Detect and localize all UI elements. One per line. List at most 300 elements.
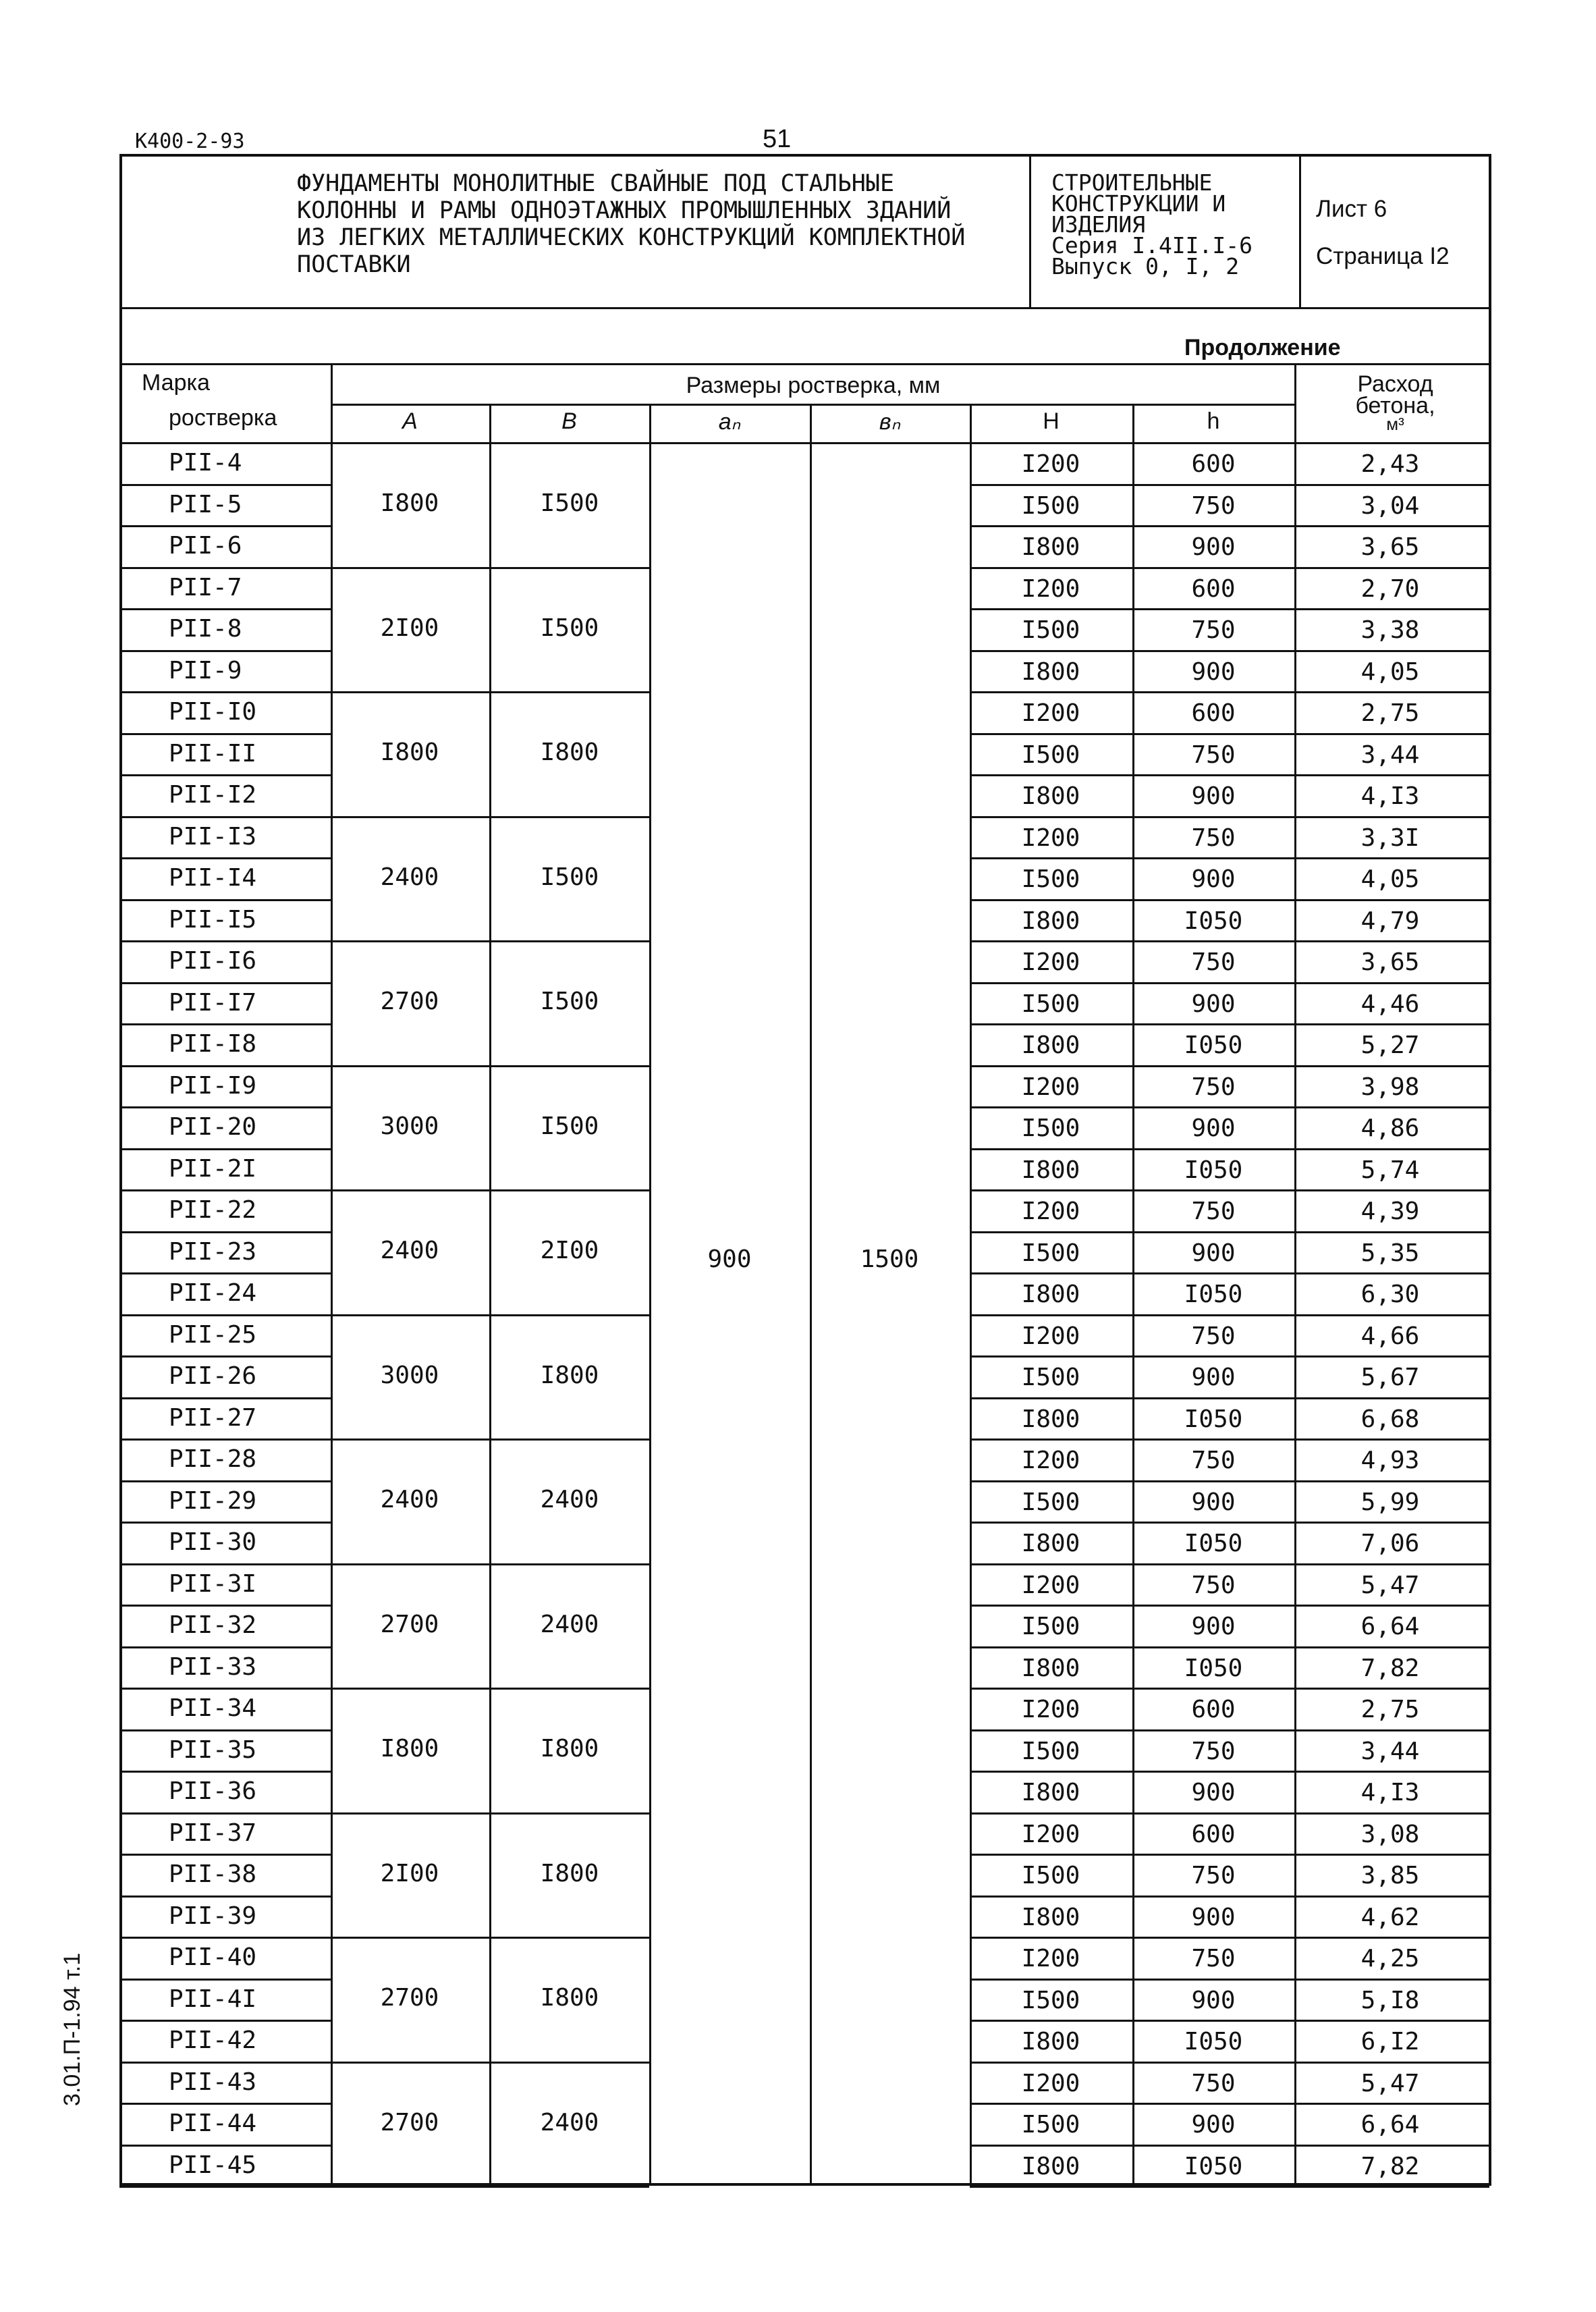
row-H: I500 xyxy=(1021,741,1080,769)
row-mark: PII-I5 xyxy=(169,905,257,934)
row-mark: PII-39 xyxy=(169,1902,257,1930)
row-mark: PII-4 xyxy=(169,449,242,477)
title-line: ФУНДАМЕНТЫ МОНОЛИТНЫЕ СВАЙНЫЕ ПОД СТАЛЬНЫЕ xyxy=(297,170,895,197)
mark-line xyxy=(119,1480,331,1482)
mark-line xyxy=(119,1812,331,1814)
row-mark: PII-I0 xyxy=(169,698,257,726)
group-B: 2400 xyxy=(540,2108,599,2136)
row-h: 750 xyxy=(1191,616,1236,644)
row-volume: 3,44 xyxy=(1360,741,1420,769)
col-line-an xyxy=(810,404,812,2186)
row-mark: PII-5 xyxy=(169,490,242,518)
row-line xyxy=(970,940,1489,942)
row-mark: PII-36 xyxy=(169,1777,257,1805)
mark-line xyxy=(119,899,331,901)
title-line: ИЗ ЛЕГКИХ МЕТАЛЛИЧЕСКИХ КОНСТРУКЦИЙ КОМПЛЕКТНОЙ xyxy=(297,224,966,251)
group-line xyxy=(331,567,649,569)
group-B: 2400 xyxy=(540,1486,599,1514)
group-A: 2I00 xyxy=(380,614,439,642)
row-volume: 5,99 xyxy=(1360,1488,1420,1516)
row-volume: 3,04 xyxy=(1360,491,1420,520)
series-info xyxy=(1051,169,1253,279)
row-H: I800 xyxy=(1021,1156,1080,1184)
row-H: I200 xyxy=(1021,450,1080,478)
row-line xyxy=(970,1439,1489,1441)
row-volume: 3,65 xyxy=(1360,948,1420,976)
row-h: 900 xyxy=(1191,1114,1236,1142)
group-A: 2700 xyxy=(380,1984,439,2012)
mark-line xyxy=(119,1148,331,1150)
row-line xyxy=(970,2103,1489,2105)
mark-line xyxy=(119,1854,331,1856)
row-volume: 4,86 xyxy=(1360,1114,1420,1142)
row-mark: PII-I3 xyxy=(169,822,257,851)
row-H: I800 xyxy=(1021,1779,1080,1806)
table-header-bottom-line xyxy=(119,442,1491,444)
row-mark: PII-27 xyxy=(169,1403,257,1432)
row-line xyxy=(970,816,1489,818)
row-h: 750 xyxy=(1191,1447,1236,1474)
row-mark: PII-42 xyxy=(169,2026,257,2054)
row-mark: PII-30 xyxy=(169,1528,257,1556)
mark-line xyxy=(119,567,331,569)
row-H: I800 xyxy=(1021,2152,1080,2180)
title-divider-1 xyxy=(1029,154,1031,309)
row-line xyxy=(970,1397,1489,1399)
row-h: 750 xyxy=(1191,2069,1236,2097)
row-line xyxy=(970,1106,1489,1108)
group-B: I800 xyxy=(540,1984,599,2012)
row-volume: 4,I3 xyxy=(1360,1779,1420,1806)
row-h: 600 xyxy=(1191,699,1236,727)
group-line xyxy=(331,1812,649,1814)
group-line xyxy=(331,1439,649,1441)
group-line xyxy=(331,940,649,942)
row-h: 900 xyxy=(1191,1364,1236,1391)
row-H: I500 xyxy=(1021,2111,1080,2139)
group-line xyxy=(331,1189,649,1191)
group-B: I800 xyxy=(540,1735,599,1763)
mark-line xyxy=(119,940,331,942)
group-B: I500 xyxy=(540,988,599,1016)
row-h: 750 xyxy=(1191,741,1236,769)
mark-line xyxy=(119,1314,331,1316)
group-A: 2400 xyxy=(380,1237,439,1265)
row-H: I800 xyxy=(1021,1405,1080,1433)
group-line xyxy=(331,1065,649,1067)
row-h: 900 xyxy=(1191,1903,1236,1931)
row-line xyxy=(970,2020,1489,2022)
group-B: I500 xyxy=(540,863,599,891)
row-volume: 7,82 xyxy=(1360,1654,1420,1682)
row-H: I200 xyxy=(1021,1571,1080,1599)
row-H: I500 xyxy=(1021,1862,1080,1889)
title-line: ПОСТАВКИ xyxy=(297,251,411,278)
row-line xyxy=(970,691,1489,693)
mark-line xyxy=(119,1522,331,1524)
row-line xyxy=(970,857,1489,859)
mark-line xyxy=(119,1272,331,1274)
header-mark-1: Марка xyxy=(142,370,211,396)
mark-line xyxy=(119,2062,331,2064)
row-line xyxy=(970,1771,1489,1773)
row-volume: 5,47 xyxy=(1360,2069,1420,2097)
row-line xyxy=(970,899,1489,901)
row-line xyxy=(970,1896,1489,1898)
col-line-h xyxy=(1294,363,1296,2186)
row-H: I200 xyxy=(1021,1945,1080,1972)
row-line xyxy=(970,608,1489,610)
row-line xyxy=(970,982,1489,984)
row-h: 900 xyxy=(1191,2111,1236,2139)
row-mark: PII-I7 xyxy=(169,988,257,1017)
mark-line xyxy=(119,2103,331,2105)
row-H: I200 xyxy=(1021,1820,1080,1848)
group-line xyxy=(331,691,649,693)
row-h: I050 xyxy=(1184,1281,1243,1308)
row-H: I200 xyxy=(1021,1696,1080,1723)
mark-line xyxy=(119,608,331,610)
row-line xyxy=(970,2145,1489,2147)
col-line-a xyxy=(489,404,491,2186)
page-label: Страница I2 xyxy=(1316,243,1450,269)
row-mark: PII-7 xyxy=(169,573,242,601)
row-mark: PII-I4 xyxy=(169,864,257,892)
continuation-label: Продолжение xyxy=(1184,335,1341,360)
mark-line xyxy=(119,1439,331,1441)
mark-line xyxy=(119,1065,331,1067)
row-volume: 6,64 xyxy=(1360,2111,1420,2139)
row-volume: 5,67 xyxy=(1360,1364,1420,1391)
row-h: 600 xyxy=(1191,1696,1236,1723)
title-divider-2 xyxy=(1299,154,1301,309)
row-H: I500 xyxy=(1021,865,1080,893)
row-volume: 4,62 xyxy=(1360,1903,1420,1931)
header-concrete xyxy=(1299,371,1491,434)
row-line xyxy=(970,774,1489,776)
row-volume: 3,98 xyxy=(1360,1073,1420,1101)
row-h: 900 xyxy=(1191,1779,1236,1806)
row-volume: 3,85 xyxy=(1360,1862,1420,1889)
mark-line xyxy=(119,484,331,486)
row-line xyxy=(970,1065,1489,1067)
row-H: I200 xyxy=(1021,824,1080,852)
series-line: Выпуск 0, I, 2 xyxy=(1051,253,1240,279)
row-H: I800 xyxy=(1021,1530,1080,1557)
row-h: I050 xyxy=(1184,1405,1243,1433)
mark-line xyxy=(119,2020,331,2022)
header-h: h xyxy=(1207,408,1220,434)
row-H: I500 xyxy=(1021,1239,1080,1267)
row-H: I500 xyxy=(1021,1986,1080,2014)
row-mark: PII-I9 xyxy=(169,1071,257,1100)
row-h: I050 xyxy=(1184,1156,1243,1184)
row-line xyxy=(970,733,1489,735)
row-mark: PII-32 xyxy=(169,1611,257,1639)
group-line xyxy=(331,2186,649,2188)
row-line xyxy=(970,1729,1489,1731)
row-h: I050 xyxy=(1184,2028,1243,2055)
row-h: 900 xyxy=(1191,657,1236,686)
mark-line xyxy=(119,1106,331,1108)
col-line-b xyxy=(649,404,651,2186)
row-mark: PII-34 xyxy=(169,1694,257,1722)
group-A: 2700 xyxy=(380,2108,439,2136)
row-mark: PII-I8 xyxy=(169,1030,257,1058)
group-B: I500 xyxy=(540,1112,599,1140)
row-h: 900 xyxy=(1191,865,1236,893)
row-h: 900 xyxy=(1191,1488,1236,1516)
row-H: I200 xyxy=(1021,1198,1080,1225)
title-block-bottom-line xyxy=(119,307,1491,309)
row-mark: PII-I2 xyxy=(169,781,257,809)
row-volume: 2,70 xyxy=(1360,574,1420,603)
row-H: I800 xyxy=(1021,2028,1080,2055)
row-mark: PII-9 xyxy=(169,656,242,684)
side-stamp: 3.01.П-1.94 т.1 xyxy=(59,1952,85,2106)
mark-line xyxy=(119,650,331,652)
group-A: I800 xyxy=(380,489,439,518)
group-A: I800 xyxy=(380,738,439,767)
row-mark: PII-28 xyxy=(169,1445,257,1473)
header-mark-2: ростверка xyxy=(169,405,277,431)
mark-line xyxy=(119,857,331,859)
row-H: I800 xyxy=(1021,533,1080,561)
row-mark: PII-33 xyxy=(169,1652,257,1681)
row-line xyxy=(970,1605,1489,1607)
group-B: I500 xyxy=(540,489,599,518)
row-mark: PII-38 xyxy=(169,1860,257,1888)
row-H: I800 xyxy=(1021,1281,1080,1308)
group-A: 2400 xyxy=(380,863,439,891)
row-h: 750 xyxy=(1191,1862,1236,1889)
group-B: 2400 xyxy=(540,1610,599,1638)
mark-line xyxy=(119,774,331,776)
an-value: 900 xyxy=(707,1245,752,1273)
group-A: 2I00 xyxy=(380,1859,439,1887)
mark-line xyxy=(119,1688,331,1690)
row-volume: 4,I3 xyxy=(1360,782,1420,810)
row-H: I800 xyxy=(1021,782,1080,810)
row-line xyxy=(970,1189,1489,1191)
row-mark: PII-4I xyxy=(169,1985,257,2013)
series-line: СТРОИТЕЛЬНЫЕ xyxy=(1051,169,1213,196)
series-line: Серия I.4II.I-6 xyxy=(1051,232,1253,259)
row-H: I200 xyxy=(1021,1447,1080,1474)
group-line xyxy=(331,1563,649,1565)
row-volume: 3,65 xyxy=(1360,533,1420,561)
row-mark: PII-43 xyxy=(169,2068,257,2096)
group-B: I500 xyxy=(540,614,599,642)
row-H: I200 xyxy=(1021,1322,1080,1350)
group-B: I800 xyxy=(540,738,599,767)
group-line xyxy=(331,816,649,818)
mark-line xyxy=(119,691,331,693)
row-h: I050 xyxy=(1184,907,1243,935)
row-H: I200 xyxy=(1021,2069,1080,2097)
row-h: 600 xyxy=(1191,574,1236,603)
row-h: I050 xyxy=(1184,2152,1243,2180)
row-line xyxy=(970,1522,1489,1524)
document-code: К400-2-93 xyxy=(135,130,245,153)
mark-line xyxy=(119,1189,331,1191)
mark-line xyxy=(119,982,331,984)
row-h: 750 xyxy=(1191,824,1236,852)
group-line xyxy=(331,2062,649,2064)
row-H: I200 xyxy=(1021,699,1080,727)
row-volume: 5,47 xyxy=(1360,1571,1420,1599)
row-H: I500 xyxy=(1021,1114,1080,1142)
row-h: 750 xyxy=(1191,948,1236,976)
row-h: I050 xyxy=(1184,1031,1243,1059)
group-A: 3000 xyxy=(380,1361,439,1389)
row-volume: 5,35 xyxy=(1360,1239,1420,1267)
header-an: аₙ xyxy=(718,409,741,435)
row-line xyxy=(970,525,1489,527)
row-mark: PII-37 xyxy=(169,1819,257,1847)
mark-line xyxy=(119,525,331,527)
row-h: 600 xyxy=(1191,450,1236,478)
row-h: 750 xyxy=(1191,491,1236,520)
row-volume: 4,66 xyxy=(1360,1322,1420,1350)
group-A: 2700 xyxy=(380,988,439,1016)
group-A: 2400 xyxy=(380,1486,439,1514)
row-volume: 3,08 xyxy=(1360,1820,1420,1848)
row-volume: 2,75 xyxy=(1360,699,1420,727)
mark-line xyxy=(119,1563,331,1565)
row-volume: 6,30 xyxy=(1360,1281,1420,1308)
row-H: I800 xyxy=(1021,1031,1080,1059)
row-h: 900 xyxy=(1191,1613,1236,1640)
row-h: 750 xyxy=(1191,1945,1236,1972)
mark-line xyxy=(119,2145,331,2147)
row-volume: 5,27 xyxy=(1360,1031,1420,1059)
group-A: 3000 xyxy=(380,1112,439,1140)
row-volume: 2,43 xyxy=(1360,450,1420,478)
row-h: 750 xyxy=(1191,1571,1236,1599)
row-H: I800 xyxy=(1021,907,1080,935)
header-H: Н xyxy=(1043,408,1060,434)
row-mark: PII-24 xyxy=(169,1279,257,1307)
row-volume: 6,68 xyxy=(1360,1405,1420,1433)
header-concrete-line: Расход xyxy=(1357,371,1433,397)
row-line xyxy=(970,567,1489,569)
row-mark: PII-35 xyxy=(169,1736,257,1764)
row-line xyxy=(970,2186,1489,2188)
row-volume: 4,79 xyxy=(1360,907,1420,935)
row-line xyxy=(970,1563,1489,1565)
col-line-H xyxy=(1132,404,1134,2186)
row-line xyxy=(970,1272,1489,1274)
row-H: I500 xyxy=(1021,616,1080,644)
row-h: 900 xyxy=(1191,782,1236,810)
page-number: 51 xyxy=(763,125,792,153)
row-h: 750 xyxy=(1191,1073,1236,1101)
group-A: I800 xyxy=(380,1735,439,1763)
row-h: 750 xyxy=(1191,1198,1236,1225)
row-volume: 7,82 xyxy=(1360,2152,1420,2180)
row-H: I200 xyxy=(1021,574,1080,603)
row-mark: PII-22 xyxy=(169,1196,257,1224)
mark-line xyxy=(119,1355,331,1357)
mark-line xyxy=(119,2186,331,2188)
row-H: I200 xyxy=(1021,1073,1080,1101)
row-mark: PII-3I xyxy=(169,1569,257,1598)
group-B: I800 xyxy=(540,1361,599,1389)
row-mark: PII-8 xyxy=(169,615,242,643)
series-line: КОНСТРУКЦИИ И xyxy=(1051,190,1226,217)
mark-line xyxy=(119,1896,331,1898)
group-B: I800 xyxy=(540,1859,599,1887)
row-volume: 7,06 xyxy=(1360,1530,1420,1557)
row-mark: PII-II xyxy=(169,739,257,768)
row-line xyxy=(970,650,1489,652)
series-line: ИЗДЕЛИЯ xyxy=(1051,211,1146,238)
row-H: I500 xyxy=(1021,990,1080,1018)
row-h: 750 xyxy=(1191,1322,1236,1350)
row-volume: 4,93 xyxy=(1360,1447,1420,1474)
mark-line xyxy=(119,1937,331,1939)
row-mark: PII-40 xyxy=(169,1943,257,1971)
mark-line xyxy=(119,733,331,735)
row-H: I500 xyxy=(1021,491,1080,520)
row-line xyxy=(970,1355,1489,1357)
row-volume: 2,75 xyxy=(1360,1696,1420,1723)
row-mark: PII-6 xyxy=(169,532,242,560)
document-title xyxy=(297,170,1012,278)
row-mark: PII-45 xyxy=(169,2151,257,2179)
row-H: I500 xyxy=(1021,1488,1080,1516)
row-volume: 4,25 xyxy=(1360,1945,1420,1972)
group-B: 2I00 xyxy=(540,1237,599,1265)
row-mark: PII-44 xyxy=(169,2109,257,2137)
group-line xyxy=(331,1937,649,1939)
row-h: 750 xyxy=(1191,1737,1236,1765)
dims-subheader-line xyxy=(331,404,1296,406)
row-line xyxy=(970,1023,1489,1025)
row-h: I050 xyxy=(1184,1654,1243,1682)
mark-line xyxy=(119,1979,331,1981)
row-H: I200 xyxy=(1021,948,1080,976)
row-h: 900 xyxy=(1191,533,1236,561)
row-line xyxy=(970,1314,1489,1316)
row-mark: PII-I6 xyxy=(169,947,257,975)
row-line xyxy=(970,1812,1489,1814)
group-line xyxy=(331,1688,649,1690)
mark-line xyxy=(119,1646,331,1648)
row-volume: 6,64 xyxy=(1360,1613,1420,1640)
row-line xyxy=(970,1231,1489,1233)
row-line xyxy=(970,1148,1489,1150)
header-concrete-line: бетона, xyxy=(1355,393,1435,419)
mark-line xyxy=(119,1605,331,1607)
row-volume: 5,74 xyxy=(1360,1156,1420,1184)
row-mark: PII-2I xyxy=(169,1154,257,1183)
row-line xyxy=(970,1646,1489,1648)
mark-line xyxy=(119,1023,331,1025)
row-h: 600 xyxy=(1191,1820,1236,1848)
header-A: А xyxy=(402,408,418,434)
row-H: I500 xyxy=(1021,1364,1080,1391)
row-line xyxy=(970,1688,1489,1690)
row-h: 900 xyxy=(1191,1239,1236,1267)
row-volume: 3,3I xyxy=(1360,824,1420,852)
row-h: 900 xyxy=(1191,990,1236,1018)
mark-line xyxy=(119,1397,331,1399)
row-mark: PII-20 xyxy=(169,1113,257,1141)
sheet-info xyxy=(1316,186,1450,280)
row-volume: 4,39 xyxy=(1360,1198,1420,1225)
